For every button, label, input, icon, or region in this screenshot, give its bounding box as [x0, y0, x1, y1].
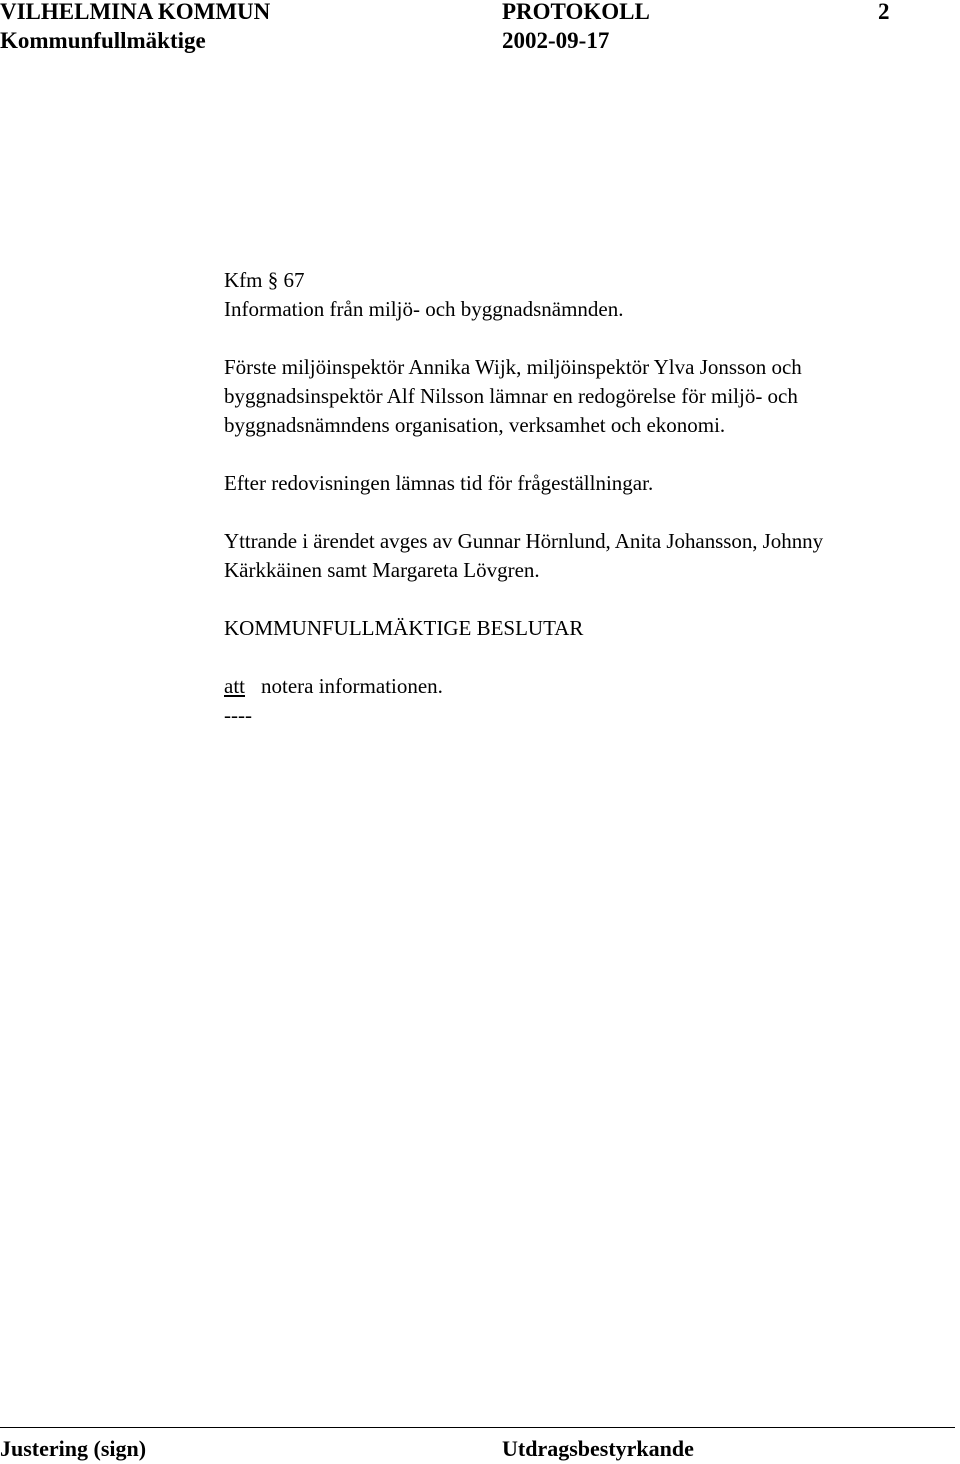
decision-heading: KOMMUNFULLMÄKTIGE BESLUTAR — [224, 616, 584, 640]
meeting-date: 2002-09-17 — [502, 28, 610, 53]
paragraph-line: Förste miljöinspektör Annika Wijk, miljöinspektör Ylva Jonsson och — [224, 355, 802, 379]
page-number: 2 — [878, 0, 890, 24]
paragraph-line: Kärkkäinen samt Margareta Lövgren. — [224, 558, 540, 582]
item-title: Information från miljö- och byggnadsnämnden. — [224, 297, 624, 321]
paragraph-presenters — [224, 353, 960, 440]
paragraph-statements — [224, 527, 960, 585]
governing-body: Kommunfullmäktige — [0, 28, 206, 53]
footer-utdragsbestyrkande: Utdragsbestyrkande — [502, 1436, 694, 1461]
document-type: PROTOKOLL — [502, 0, 650, 24]
item-reference: Kfm § 67 — [224, 268, 305, 292]
paragraph-line: byggnadsnämndens organisation, verksamhet och ekonomi. — [224, 413, 726, 437]
att-word: att — [224, 674, 245, 698]
decision-clause — [224, 672, 960, 701]
organization-name: VILHELMINA KOMMUN — [0, 0, 271, 24]
end-mark: ---- — [224, 703, 252, 727]
decision-text: notera informationen. — [261, 674, 443, 698]
footer-divider — [0, 1427, 955, 1428]
paragraph-line: Yttrande i ärendet avges av Gunnar Hörnlund, Anita Johansson, Johnny — [224, 529, 824, 553]
footer-justering: Justering (sign) — [0, 1436, 147, 1461]
paragraph-line: byggnadsinspektör Alf Nilsson lämnar en redogörelse för miljö- och — [224, 384, 798, 408]
paragraph-questions: Efter redovisningen lämnas tid för frågeställningar. — [224, 471, 654, 495]
protocol-item — [224, 266, 960, 730]
